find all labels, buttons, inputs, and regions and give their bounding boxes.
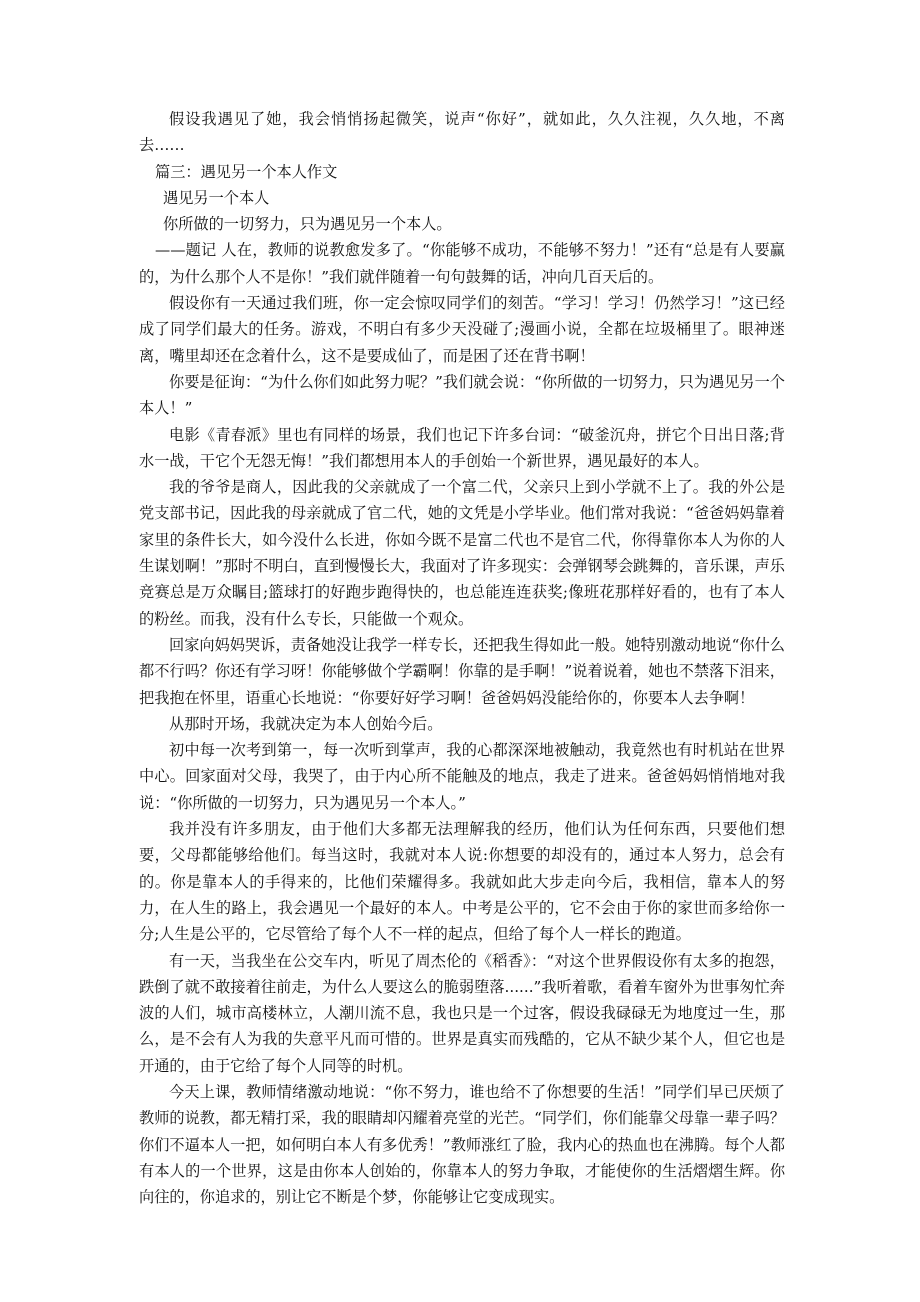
paragraph-inscription: ——题记 人在，教师的说教愈发多了。“你能够不成功，不能够不努力！”还有“总是有人要赢的，为什么那个人不是你！”我们就伴随着一句句鼓舞的话，冲向几百天后的。 <box>139 241 785 286</box>
paragraph-decision: 从那时开场，我就决定为本人创始今后。 <box>169 714 443 733</box>
essay-title: 遇见另一个本人 <box>163 188 270 207</box>
paragraph-mother: 回家向妈妈哭诉，责备她没让我学一样专长，还把我生得如此一般。她特别激动地说“你什么都不行吗？你还有学习呀！你能够做个学霸啊！你靠的是手啊！”说着说着，她也不禁落下泪来，把我抱在怀里，语重心长地说：“你要好好学习啊！爸爸妈妈没能给你的，你要本人去争啊！ <box>139 635 785 707</box>
epigraph: 你所做的一切努力，只为遇见另一个本人。 <box>163 215 452 234</box>
paragraph-class-visit: 假设你有一天通过我们班，你一定会惊叹同学们的刻苦。“学习！学习！仍然学习！”这已经成了同学们最大的任务。游戏，不明白有多少天没碰了;漫画小说，全都在垃圾桶里了。眼神迷离，嘴里却还在念着什么，这不是要成仙了，而是困了还在背书啊！ <box>139 294 785 365</box>
paragraph-junior-high: 初中每一次考到第一，每一次听到掌声，我的心都深深地被触动，我竟然也有时机站在世界中心。回家面对父母，我哭了，由于内心所不能触及的地点，我走了进来。爸爸妈妈悄悄地对我说：“你所做的一切努力，只为遇见另一个本人。” <box>139 741 785 812</box>
paragraph-question: 你要是征询：“为什么你们如此努力呢？”我们就会说：“你所做的一切努力，只为遇见另一个本人！” <box>139 372 785 418</box>
paragraph-movie: 电影《青春派》里也有同样的场景，我们也记下许多台词：“破釜沉舟，拼它个日出日落;背水一战，干它个无怨无悔！”我们都想用本人的手创始一个新世界，遇见最好的本人。 <box>139 425 785 470</box>
section-heading: 篇三：遇见另一个本人作文 <box>155 162 338 181</box>
document-body <box>139 106 785 1210</box>
paragraph-friends: 我并没有许多朋友，由于他们大多都无法理解我的经历，他们认为任何东西，只要他们想要，父母都能够给他们。每当这时，我就对本人说:你想要的却没有的，通过本人努力，总会有的。你是靠本人的手得来的，比他们荣耀得多。我就如此大步走向今后，我相信，靠本人的努力，在人生的路上，我会遇见一个最好的本人。中考是公平的，它不会由于你的家世而多给你一分;人生是公平的，它尽管给了每个人不一样的起点，但给了每个人一样长的跑道。 <box>139 820 785 944</box>
paragraph-bus: 有一天，当我坐在公交车内，听见了周杰伦的《稻香》：“对这个世界假设你有太多的抱怨，跌倒了就不敢接着往前走，为什么人要这么的脆弱堕落......”我听着歌，看着车窗外为世事匆忙奔波的人们，城市高楼林立，人潮川流不息，我也只是一个过客，假设我碌碌无为地度过一生，那么，是不会有人为我的失意平凡而可惜的。世界是真实而残酷的，它从不缺少某个人，但它也是开通的，由于它给了每个人同等的时机。 <box>139 951 785 1075</box>
paragraph-family: 我的爷爷是商人，因此我的父亲就成了一个富二代，父亲只上到小学就不上了。我的外公是党支部书记，因此我的母亲就成了官二代，她的文凭是小学毕业。他们常对我说：“爸爸妈妈靠着家里的条件长大，如今没什么长进，你如今既不是富二代也不是官二代，你得靠你本人为你的人生谋划啊！”那时不明白，直到慢慢长大，我面对了许多现实：会弹钢琴会跳舞的，音乐课，声乐竞赛总是万众瞩目;篮球打的好跑步跑得快的，也总能连连获奖;像班花那样好看的，也有了本人的粉丝。而我，没有什么专长，只能做一个观众。 <box>139 478 785 628</box>
paragraph-class-today: 今天上课，教师情绪激动地说：“你不努力，谁也给不了你想要的生活！”同学们早已厌烦了教师的说教，都无精打采，我的眼睛却闪耀着亮堂的光芒。“同学们，你们能靠父母靠一辈子吗？你们不逼本人一把，如何明白本人有多优秀！”教师涨红了脸，我内心的热血也在沸腾。每个人都有本人的一个世界，这是由你本人创始的，你靠本人的努力争取，才能使你的生活熠熠生辉。你向往的，你追求的，别让它不断是个梦，你能够让它变成现实。 <box>139 1082 785 1207</box>
paragraph-intro-ending: 假设我遇见了她，我会悄悄扬起微笑，说声“你好”，就如此，久久注视，久久地，不离去…… <box>139 110 785 155</box>
